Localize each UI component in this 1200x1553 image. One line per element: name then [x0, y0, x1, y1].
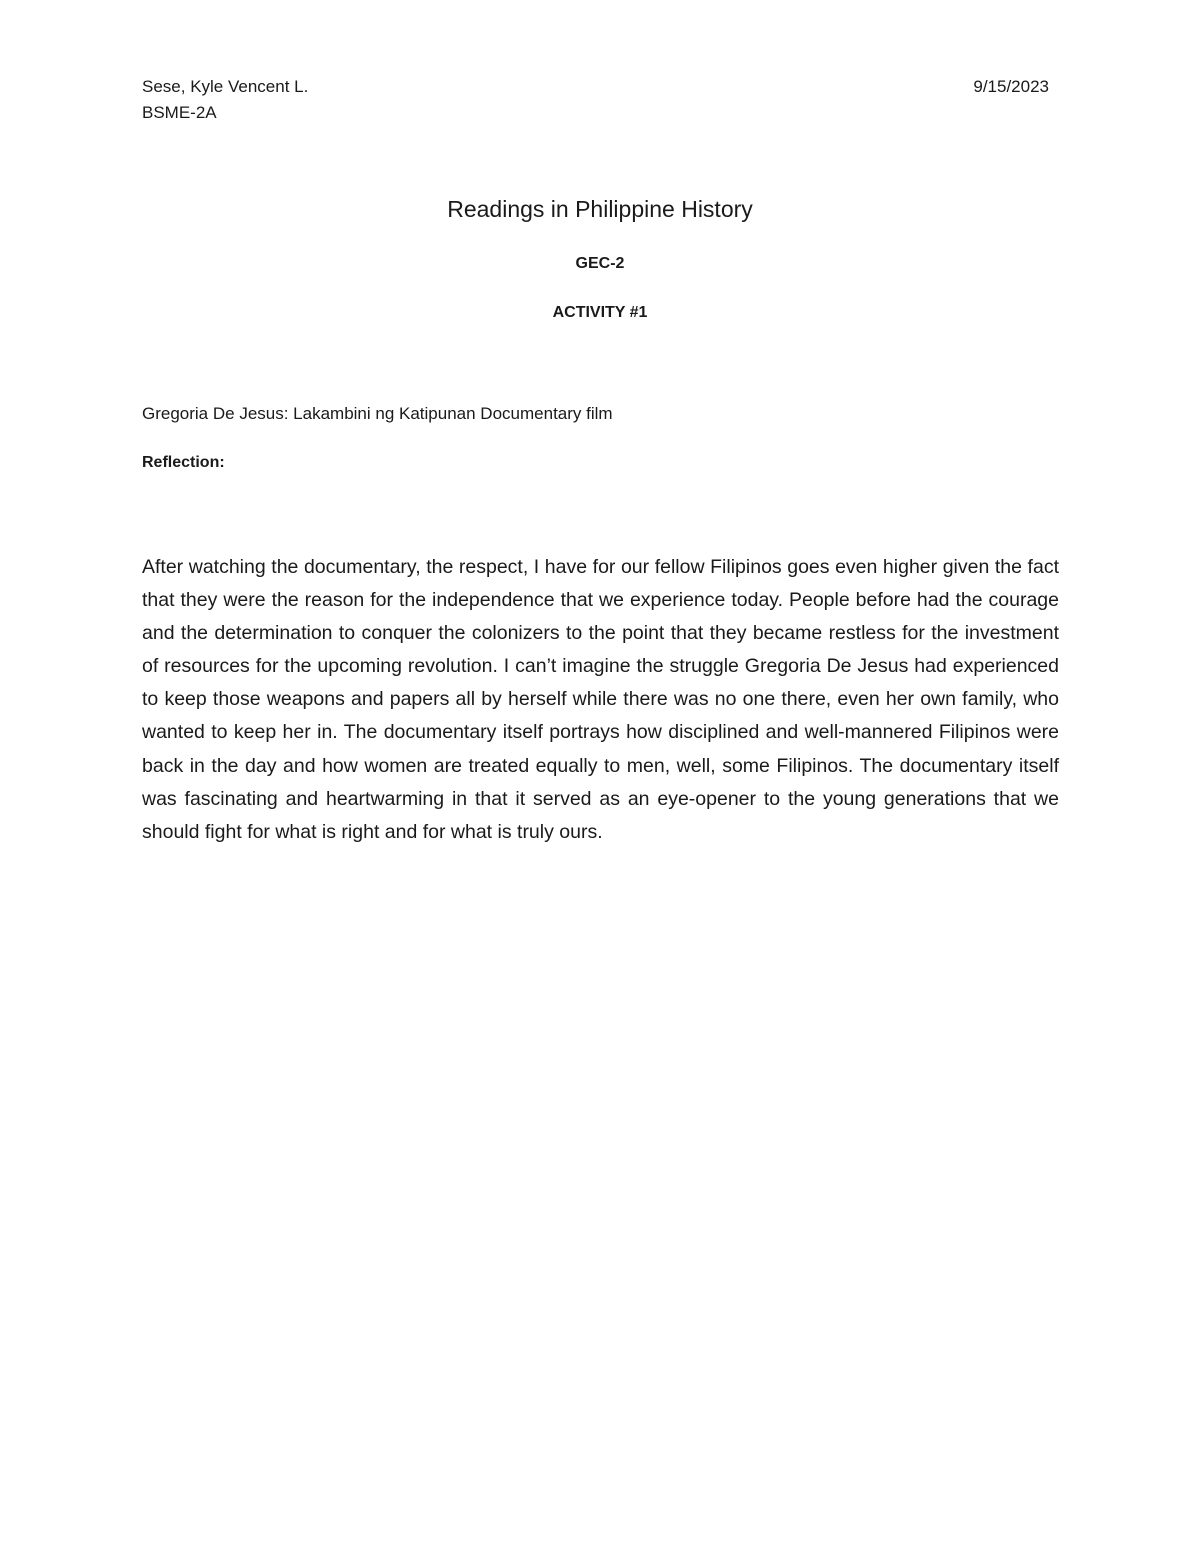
- reflection-paragraph: After watching the documentary, the respect, I have for our fellow Filipinos goes even higher given the fact that they were the reason for the independence that we experience today. People before had the courage and the determination to conquer the colonizers to the point that they became restless for the investment of resources for the upcoming revolution. I can’t imagine the struggle Gregoria De Jesus had experienced to keep those weapons and papers all by herself while there was no one there, even her own family, who wanted to keep her in. The documentary itself portrays how disciplined and well-mannered Filipinos were back in the day and how women are treated equally to men, well, some Filipinos. The documentary itself was fascinating and heartwarming in that it served as an eye-opener to the young generations that we should fight for what is right and for what is truly ours.: [142, 556, 1059, 843]
- activity-number: ACTIVITY #1: [552, 304, 648, 321]
- document-title: Readings in Philippine History: [447, 196, 753, 222]
- submission-date: 9/15/2023: [973, 77, 1049, 96]
- student-info: [142, 74, 308, 126]
- student-section: BSME-2A: [142, 103, 217, 122]
- reflection-heading: Reflection:: [142, 454, 225, 471]
- documentary-subject: Gregoria De Jesus: Lakambini ng Katipunan Documentary film: [142, 404, 613, 423]
- course-code: GEC-2: [575, 255, 625, 272]
- student-name: Sese, Kyle Vencent L.: [142, 77, 309, 96]
